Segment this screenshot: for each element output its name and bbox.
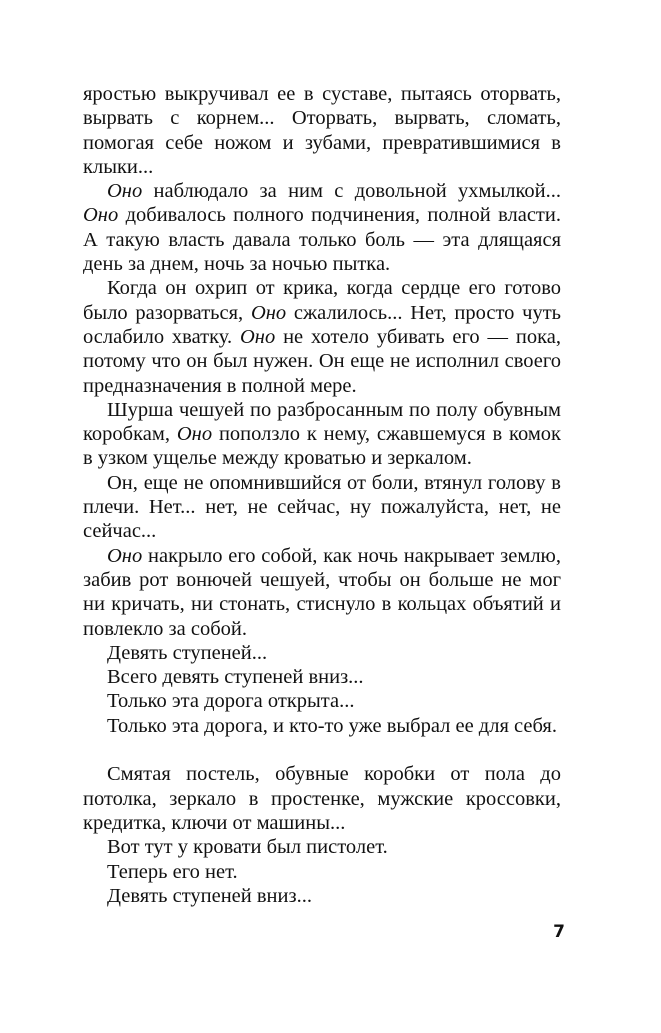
section-break [83,738,561,762]
text-run: Шурша чешуей по разбросанным по полу обувным коробкам, [83,398,561,446]
text-run: добивалось полного подчинения, полной власти. А такую власть давала только боль — эта длящаяся день за днем, ночь за ночью пытка. [83,204,561,276]
paragraph [83,398,561,471]
text-run: Всего девять ступеней вниз... [107,666,364,689]
text-run: Только эта дорога открыта... [107,690,355,713]
paragraph [83,276,561,397]
text-run: Девять ступеней вниз... [107,884,312,907]
page-number: 7 [553,922,565,942]
paragraph [83,544,561,641]
text-run: Только эта дорога, и кто-то уже выбрал ее для себя. [107,714,557,737]
text-run: Вот тут у кровати был пистолет. [107,836,388,859]
paragraph [83,471,561,544]
paragraph [83,884,561,908]
book-page-text [83,82,561,908]
paragraph [83,689,561,713]
italic-text: Оно [107,544,143,567]
paragraph [83,665,561,689]
paragraph [83,835,561,859]
paragraph [83,82,561,179]
text-run: Девять ступеней... [107,641,268,664]
text-run: Когда он охрип от крика, когда сердце его готово было разорваться, [83,277,561,324]
italic-text: Оно [107,180,143,203]
paragraph [83,860,561,884]
italic-text: Оно [250,301,287,324]
text-run: наблюдало за ним с довольной ухмылкой... [142,180,561,203]
italic-text: Оно [176,423,213,446]
text-run: сжалилось... Нет, просто чуть ослабило хватку. [83,301,562,348]
paragraph [83,714,561,738]
text-run: Смятая постель, обувные коробки от пола до потолка, зеркало в простенке, мужские кроссовки, кредитка, ключи от машины... [83,763,561,834]
paragraph [83,762,561,835]
text-run: поползло к нему, сжавшемуся в комок в узком ущелье между кроватью и зеркалом. [83,423,562,470]
italic-text: Оно [83,204,119,227]
paragraph [83,641,561,665]
text-run: накрыло его собой, как ночь накрывает землю, забив рот вонючей чешуей, чтобы он больше не мог ни кричать, ни стонать, стиснуло в кольцах объятий и повлекло за собой. [83,544,561,640]
text-run: не хотело убивать его — пока, потому что он был нужен. Он еще не исполнил своего предназначения в полной мере. [83,325,561,397]
text-run: Теперь его нет. [107,860,238,883]
text-run: яростью выкручивал ее в суставе, пытаясь оторвать, вырвать с корнем... Оторвать, вырвать, сломать, помогая себе ножом и зубами, превратившимися в клыки... [83,83,561,178]
text-run: Он, еще не опомнившийся от боли, втянул голову в плечи. Нет... нет, не сейчас, ну пожалуйста, нет, не сейчас... [83,471,561,543]
italic-text: Оно [239,325,276,348]
paragraph [83,179,561,276]
